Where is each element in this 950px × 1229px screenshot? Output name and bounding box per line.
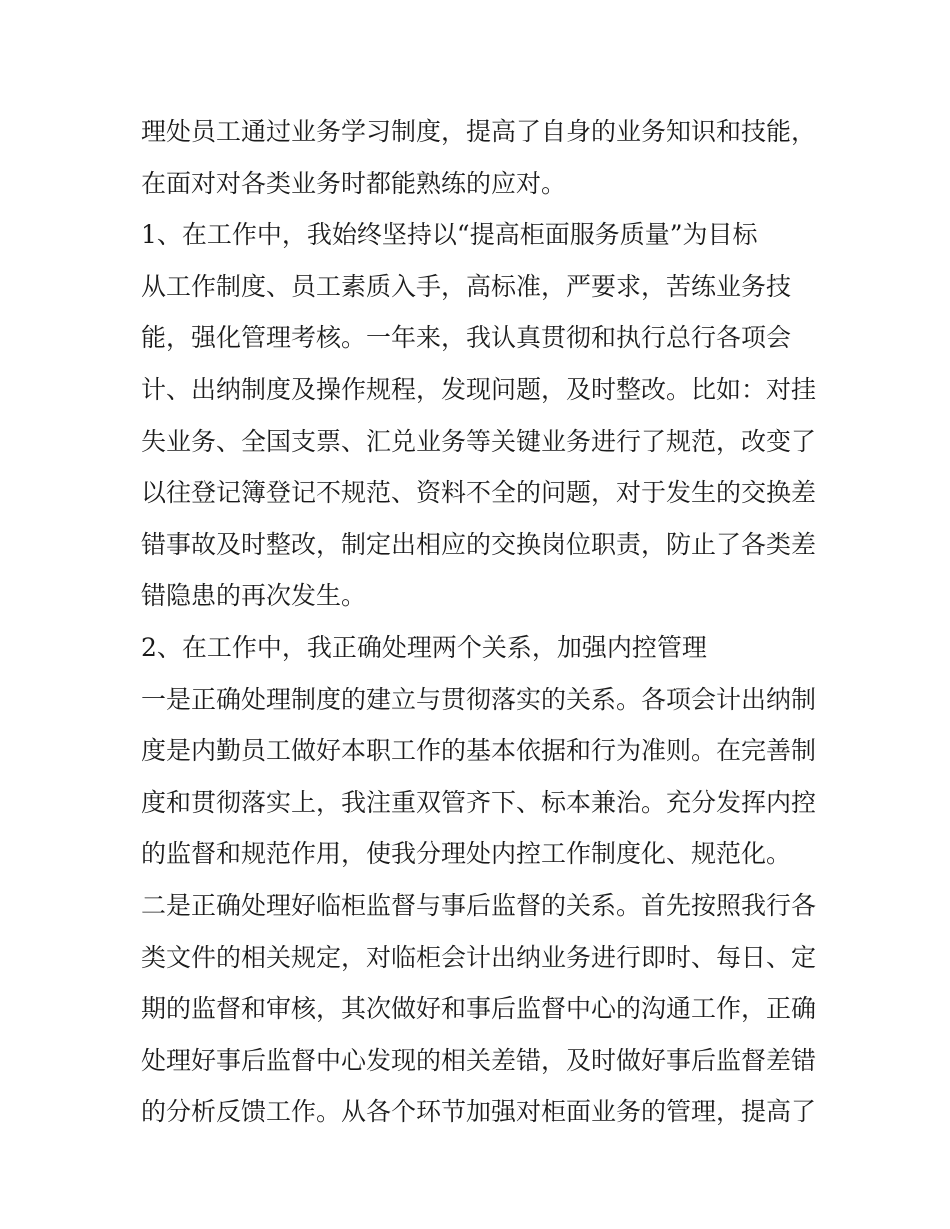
document-body (141, 106, 821, 1138)
text-line: 错事故及时整改，制定出相应的交换岗位职责，防止了各类差 (141, 529, 817, 559)
text-line: 一是正确处理制度的建立与贯彻落实的关系。各项会计出纳制 (141, 684, 817, 714)
text-line: 类文件的相关规定，对临柜会计出纳业务进行即时、每日、定 (141, 942, 817, 972)
section-heading: 1、在工作中，我始终坚持以“提高柜面服务质量”为目标 (141, 220, 758, 250)
text-line: 能，强化管理考核。一年来，我认真贯彻和执行总行各项会 (141, 323, 792, 353)
text-line: 理处员工通过业务学习制度，提高了自身的业务知识和技能， (141, 117, 817, 146)
text-line: 度和贯彻落实上，我注重双管齐下、标本兼治。充分发挥内控 (141, 787, 817, 817)
text-line: 从工作制度、员工素质入手，高标准，严要求，苦练业务技 (141, 271, 792, 301)
text-line: 的监督和规范作用，使我分理处内控工作制度化、规范化。 (141, 839, 792, 869)
text-line: 期的监督和审核，其次做好和事后监督中心的沟通工作，正确 (141, 994, 817, 1024)
text-line: 以往登记簿登记不规范、资料不全的问题，对于发生的交换差 (141, 478, 817, 508)
text-line: 处理好事后监督中心发现的相关差错，及时做好事后监督差错 (141, 1045, 817, 1075)
text-line: 在面对对各类业务时都能熟练的应对。 (141, 168, 567, 198)
text-line: 度是内勤员工做好本职工作的基本依据和行为准则。在完善制 (141, 736, 817, 766)
text-line: 的分析反馈工作。从各个环节加强对柜面业务的管理，提高了 (141, 1097, 817, 1127)
section-heading: 2、在工作中，我正确处理两个关系，加强内控管理 (141, 632, 707, 662)
text-line: 错隐患的再次发生。 (141, 581, 367, 611)
text-line: 计、出纳制度及操作规程，发现问题，及时整改。比如：对挂 (141, 374, 817, 404)
text-line: 二是正确处理好临柜监督与事后监督的关系。首先按照我行各 (141, 890, 817, 920)
text-line: 失业务、全国支票、汇兑业务等关键业务进行了规范，改变了 (141, 426, 817, 456)
